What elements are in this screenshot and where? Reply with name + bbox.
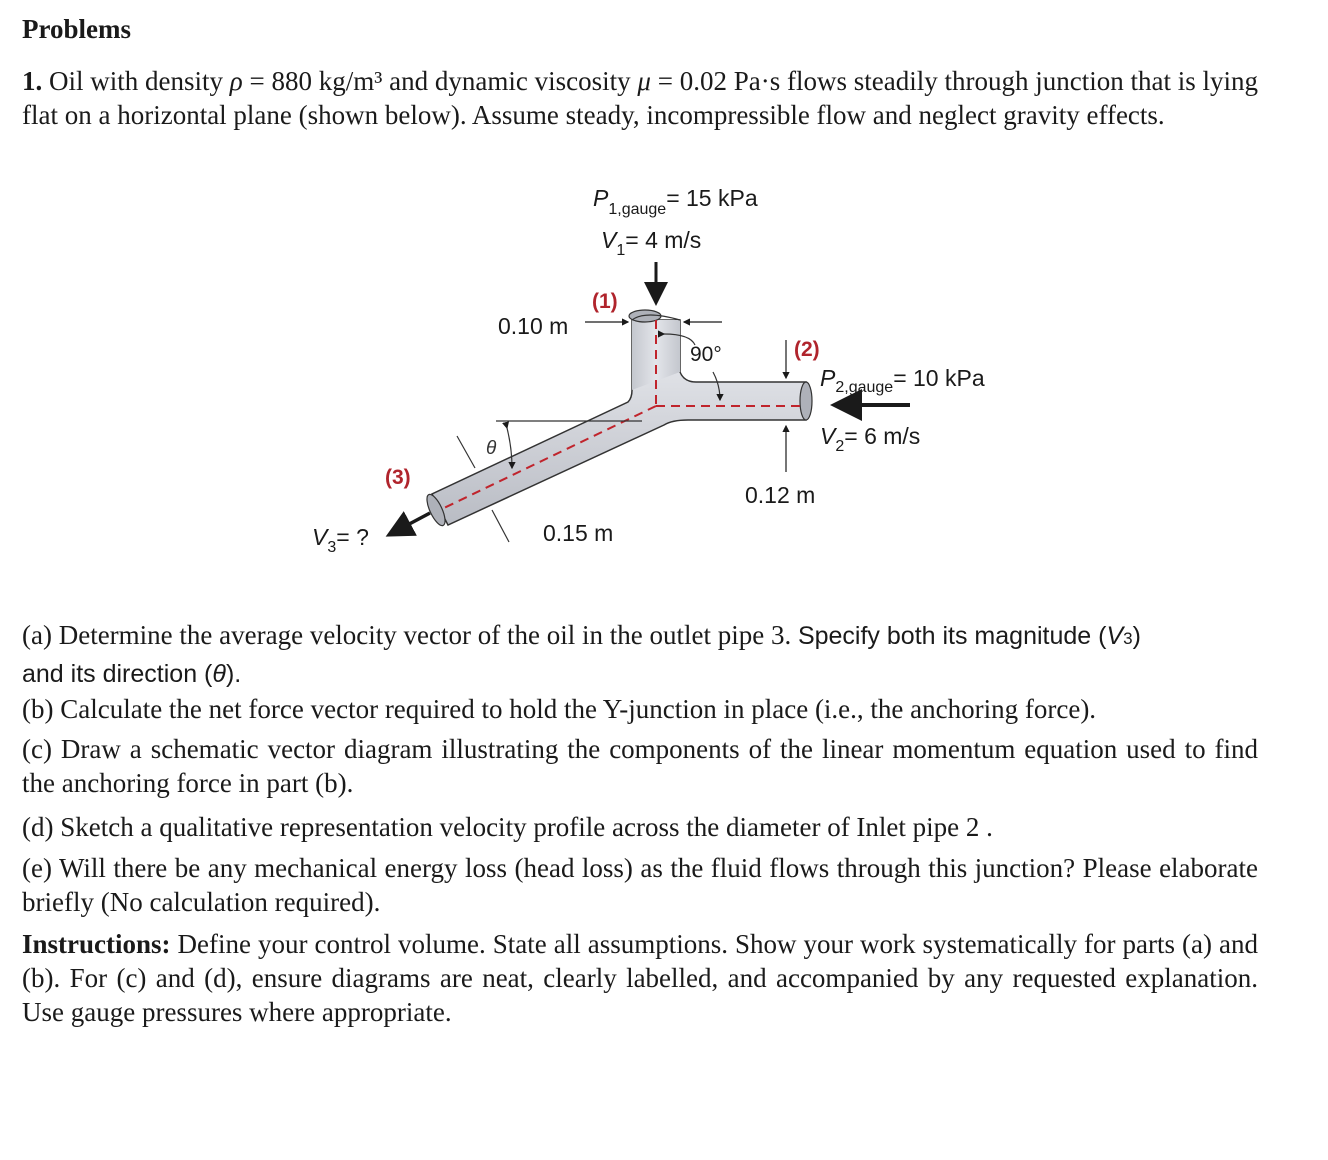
dim-015-tick-bottom bbox=[492, 510, 509, 542]
part-a-var: V bbox=[1106, 622, 1124, 650]
part-c-text: Draw a schematic vector diagram illustrating the components of the linear momentum equation used to find the anchoring force in part (b). bbox=[22, 734, 1258, 798]
part-b bbox=[22, 692, 1258, 726]
theta-label: θ bbox=[486, 438, 497, 459]
part-a-text-5: ). bbox=[225, 660, 242, 688]
heading-problems: Problems bbox=[22, 14, 131, 44]
dim-010-label: 0.10 m bbox=[498, 313, 569, 339]
instructions bbox=[22, 927, 1258, 1029]
part-c-label: (c) bbox=[22, 734, 52, 764]
problem-text-3: = 0.02 Pa·s flows steadily through junction that is lying flat on a horizontal plane (shown below). Assume steady, incompressible flow and neglect gravity effects. bbox=[22, 66, 1258, 130]
part-d-label: (d) bbox=[22, 812, 54, 842]
p1-label: $P_{1,gauge}= 15$ kPa bbox=[593, 185, 758, 218]
part-e bbox=[22, 851, 1258, 919]
problem-text-1: Oil with density bbox=[42, 66, 230, 96]
instructions-label: Instructions: bbox=[22, 929, 171, 959]
instructions-text: Define your control volume. State all assumptions. Show your work systematically for parts (a) and (b). For (c) and (d), ensure diagrams are neat, clearly labelled, and accompanied by any requested explanation. Use gauge pressures where appropriate. bbox=[22, 929, 1258, 1027]
mu-symbol: μ bbox=[637, 66, 651, 96]
part-d-text: Sketch a qualitative representation velocity profile across the diameter of Inlet pipe 2 . bbox=[53, 812, 993, 842]
part-a-text-2: Specify both its magnitude ( bbox=[797, 622, 1107, 650]
outlet3-flow-arrow bbox=[398, 513, 430, 530]
part-a-label: (a) bbox=[22, 620, 52, 650]
part-c bbox=[22, 732, 1258, 800]
p2-label: $P_{2,gauge}= 10$ kPa bbox=[820, 365, 985, 396]
part-a-text-1: Determine the average velocity vector of the oil in the outlet pipe 3. bbox=[51, 620, 798, 650]
dim-012-label: 0.12 m bbox=[745, 482, 816, 508]
dim-015-label: 0.15 m bbox=[543, 520, 614, 546]
part-a-var-sub: 3 bbox=[1123, 629, 1133, 648]
v1-label: $V_1= 4$ m/s bbox=[601, 227, 702, 259]
part-b-label: (b) bbox=[22, 694, 54, 724]
part-e-text: Will there be any mechanical energy loss (head loss) as the fluid flows through this junction? Please elaborate briefly (No calculation required). bbox=[22, 853, 1258, 917]
dim-015-tick-top bbox=[457, 436, 475, 468]
v3-label: $V_3=$ ? bbox=[312, 524, 369, 556]
angle90-label: 90° bbox=[690, 343, 722, 366]
rho-symbol: ρ bbox=[229, 66, 243, 96]
label-2: (2) bbox=[794, 338, 820, 361]
problem-number: 1. bbox=[22, 66, 43, 96]
part-a bbox=[22, 618, 1258, 691]
part-a-text-3: ) bbox=[1132, 622, 1141, 650]
part-a-text-4: and its direction ( bbox=[22, 660, 213, 688]
v2-label: $V_2= 6$ m/s bbox=[820, 423, 921, 455]
part-e-label: (e) bbox=[22, 853, 52, 883]
part-a-theta: θ bbox=[212, 660, 226, 688]
label-1: (1) bbox=[592, 290, 618, 313]
part-b-text: Calculate the net force vector required to hold the Y-junction in place (i.e., the anchoring force). bbox=[53, 694, 1097, 724]
label-3: (3) bbox=[385, 466, 411, 489]
part-d bbox=[22, 810, 1258, 844]
problem-text-2: = 880 kg/m³ and dynamic viscosity bbox=[242, 66, 638, 96]
